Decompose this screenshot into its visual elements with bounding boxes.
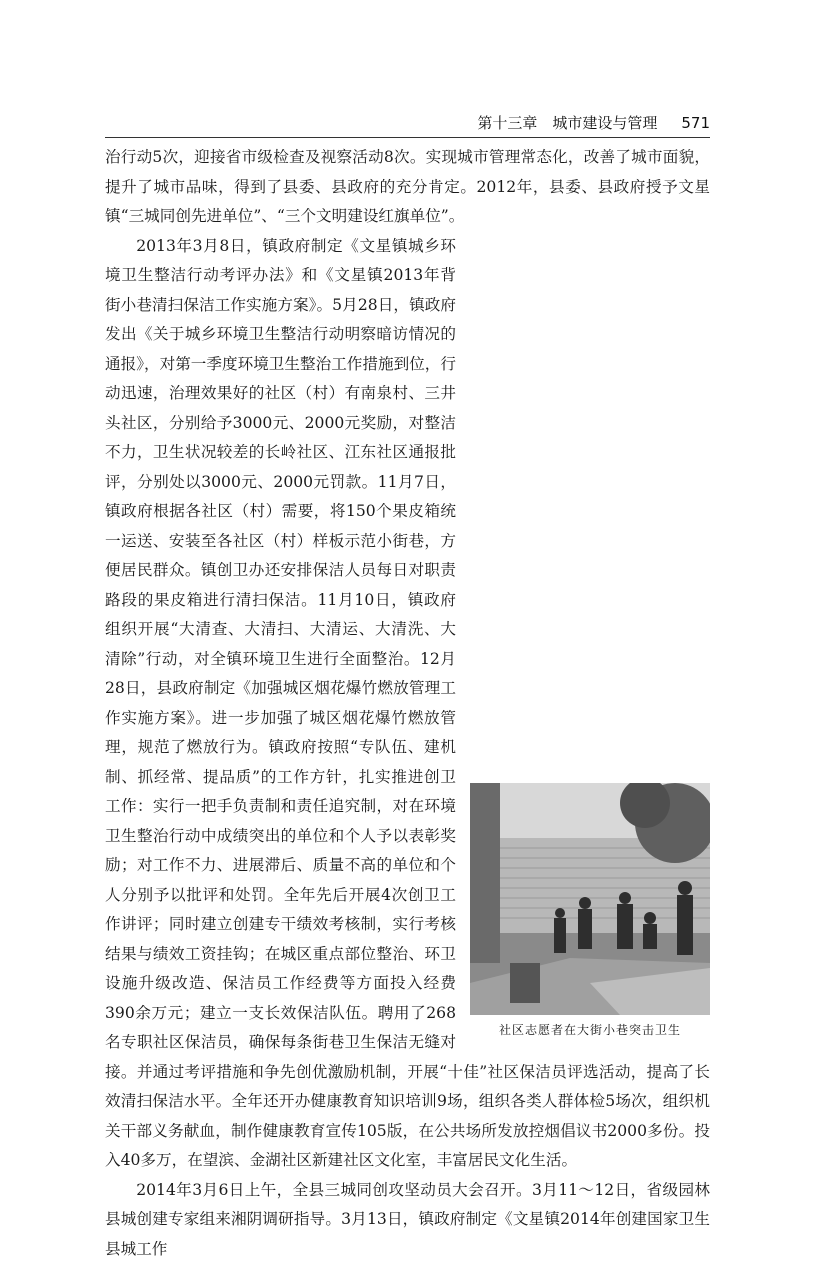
main-text [105,143,710,1264]
page-number: 571 [681,114,710,132]
header-rule [105,137,710,138]
figure-caption: 社区志愿者在大街小巷突击卫生 [470,1021,710,1039]
figure [470,783,710,1039]
chapter-title: 第十三章 城市建设与管理 [477,114,657,132]
volunteer-photo [470,783,710,1015]
paragraph-1: 治行动5次，迎接省市级检查及视察活动8次。实现城市管理常态化，改善了城市面貌，提升了城市品味，得到了县委、县政府的充分肯定。2012年，县委、县政府授予文星镇“三城同创先进单位”、“三个文明建设红旗单位”。 [105,143,710,232]
paragraph-3: 2014年3月6日上午，全县三城同创攻坚动员大会召开。3月11～12日，省级园林县城创建专家组来湘阴调研指导。3月13日，镇政府制定《文星镇2014年创建国家卫生县城工作 [105,1176,710,1264]
paragraph-2: 2013年3月8日，镇政府制定《文星镇城乡环境卫生整洁行动考评办法》和《文星镇2013年背街小巷清扫保洁工作实施方案》。5月28日，镇政府发出《关于城乡环境卫生整洁行动明察暗访情况的通报》，对第一季度环境卫生整治工作措施到位，行动迅速，治理效果好的社区（村）有南泉村、三井头社区，分别给予3000元、2000元奖励，对整洁不力，卫生状况较差的长岭社区、江东社区通报批评，分别处以3000元、2000元罚款。11月7日，镇政府根据各社区（村）需要，将150个果皮箱统一运送、安装至各社区（村）样板示范小街巷，方便居民群众。镇创卫办还安排保洁人员每日对职责路段的果皮箱进行清扫保洁。11月10日，镇政府组织开展“大清查、大清扫、大清运、大清洗、大清除”行动，对全镇环境卫生进行全面整治。12月28日，县政府制定《加强城区烟花爆竹燃放管理工作实施方案》。进一步加强了城区烟花爆竹燃放管理，规范了燃放行为。镇政府按照“专队伍、建机制、抓经常、提品质”的工作方针，扎实推进创卫工作：实行一把手负责制和责任追究制，对在环境卫生整治行动中成绩突出的单位和个人予以表彰奖励；对工作不力、进展滞后、质量不高的单位和个人分别予以批评和处罚。全年先后开展4次创卫工作讲评；同时建立创建专干绩效考核制，实行考核结果与绩效工资挂钩；在城区重点部位整治、环卫设施升级改造、保洁员工作经费等方面投入经费390余万元；建立一支长效保洁队伍。聘用了268名专职社区保洁员，确保每条街巷卫生保洁无缝对接。并通过考评措施和争先创优激励机制，开展“十佳”社区保洁员评选活动，提高了长效清扫保洁水平。全年还开办健康教育知识培训9场，组织各类人群体检5场次，组织机关干部义务献血，制作健康教育宣传105版，在公共场所发放控烟倡议书2000多份。投入40多万，在望滨、金湖社区新建社区文化室，丰富居民文化生活。 [105,232,710,1176]
running-header [105,112,710,136]
